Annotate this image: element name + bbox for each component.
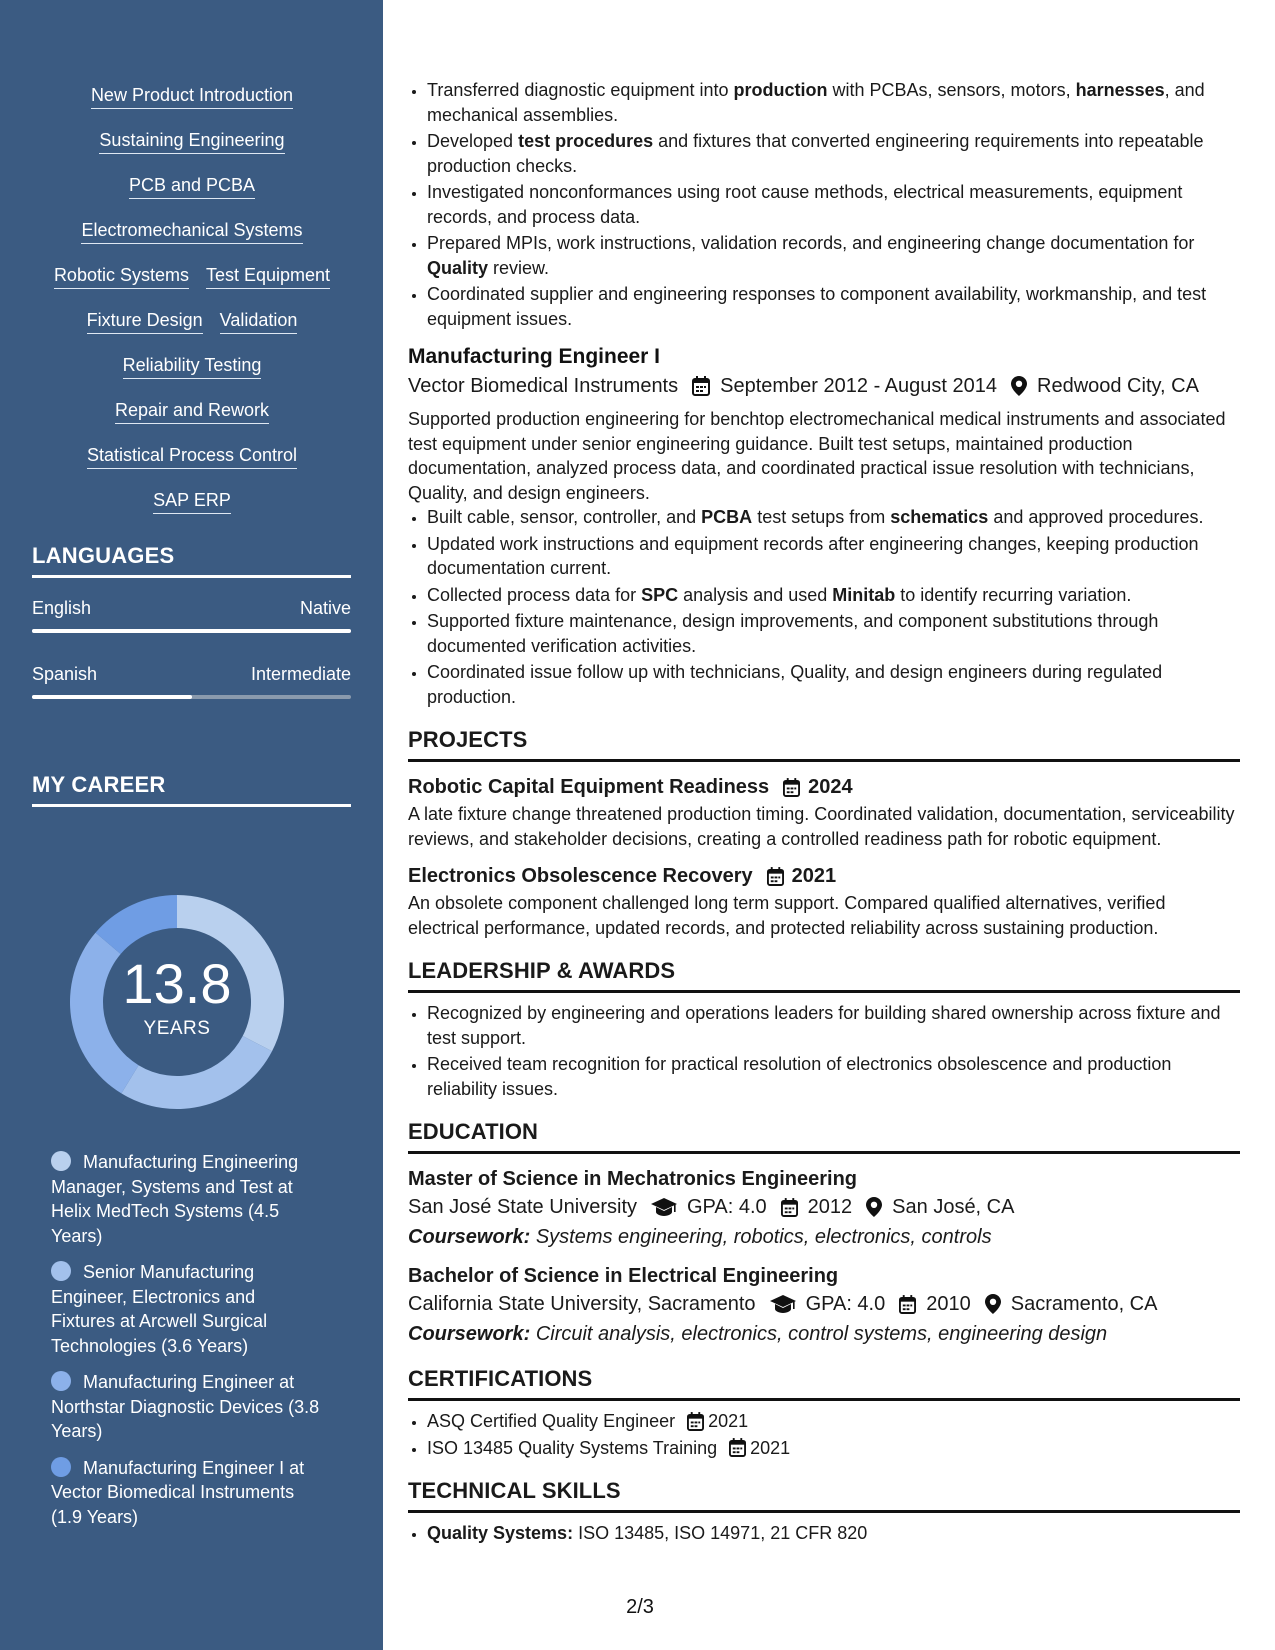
language-bar-fill	[32, 629, 351, 633]
text-run: Built cable, sensor, controller, and	[427, 507, 702, 527]
career-item-text: Senior Manufacturing Engineer, Electronics and Fixtures at Arcwell Surgical Technologies (3.6 Years)	[51, 1262, 268, 1356]
company-name: Vector Biomedical Instruments	[408, 375, 679, 397]
skill-tag: SAP ERP	[153, 489, 231, 514]
skill-tag: Reliability Testing	[123, 354, 262, 379]
coursework-text: Systems engineering, robotics, electronics, controls	[535, 1226, 992, 1248]
bold-keyword: schematics	[890, 507, 989, 527]
education-meta	[408, 1193, 1240, 1221]
text-run: and fixtures that converted engineering requirements into repeatable production checks.	[427, 131, 1204, 176]
coursework	[408, 1320, 1240, 1348]
bold-keyword: harnesses	[1075, 80, 1165, 100]
skill-row	[153, 489, 231, 534]
award-item: • Received team recognition for practical resolution of electronics obsolescence and production reliability issues.	[427, 1052, 1240, 1101]
text-run: analysis and used	[678, 584, 833, 605]
bullet-item	[427, 609, 1240, 658]
career-legend-dot	[51, 1457, 71, 1477]
calendar-icon	[899, 1295, 916, 1314]
calendar-icon	[767, 867, 784, 886]
career-list-item	[51, 1260, 321, 1358]
languages-heading: LANGUAGES	[32, 543, 351, 578]
bold-keyword: Minitab	[832, 584, 896, 605]
skill-tag: PCB and PCBA	[129, 174, 255, 199]
bullet-item	[427, 282, 1240, 331]
certification-row	[427, 1409, 1240, 1434]
leadership-list	[408, 1001, 1240, 1101]
career-item-text: Manufacturing Engineer at Northstar Diagnostic Devices (3.8 Years)	[51, 1372, 320, 1441]
text-run: Updated work instructions and equipment records after engineering changes, keeping production documentation current.	[427, 533, 1199, 578]
projects-list	[408, 774, 1240, 940]
bullet-item	[427, 78, 1240, 127]
certification-item	[427, 1409, 1240, 1434]
bullet-item	[427, 660, 1240, 709]
text-run: Coordinated supplier and engineering responses to component availability, workmanship, and test equipment issues.	[427, 284, 1207, 329]
language-bar-fill	[32, 695, 192, 699]
coursework-text: Circuit analysis, electronics, control systems, engineering design	[535, 1323, 1108, 1345]
skill-row	[81, 219, 302, 264]
gpa: GPA: 4.0	[687, 1196, 767, 1218]
coursework-label: Coursework:	[408, 1226, 531, 1248]
degree-title: Master of Science in Mechatronics Engineering	[408, 1168, 858, 1190]
text-run: , and mechanical assemblies.	[427, 80, 1205, 125]
calendar-icon	[783, 778, 800, 797]
certification-row	[427, 1436, 1240, 1461]
text-run: review.	[488, 257, 550, 278]
calendar-icon	[729, 1438, 746, 1457]
career-item-text: Manufacturing Engineering Manager, Systems and Test at Helix MedTech Systems (4.5 Years)	[51, 1152, 299, 1246]
text-run: Supported fixture maintenance, design improvements, and component substitutions through documented verification activities.	[427, 611, 1159, 656]
job-bullets	[408, 505, 1240, 709]
career-total-value: 13.8	[122, 952, 232, 1015]
job-location: Redwood City, CA	[1037, 375, 1199, 397]
career-list-item	[51, 1370, 321, 1444]
skill-tag: Robotic Systems	[54, 264, 189, 289]
skill-tag: New Product Introduction	[91, 84, 293, 109]
career-list	[51, 1150, 321, 1541]
technical-skill-item	[427, 1521, 1240, 1546]
career-legend-dot	[51, 1371, 71, 1391]
language-name: English	[32, 598, 92, 618]
skill-row	[87, 309, 298, 354]
text-run: Developed	[427, 131, 519, 151]
skill-row	[87, 444, 297, 489]
bold-keyword: SPC	[641, 584, 679, 605]
coursework-label: Coursework:	[408, 1323, 531, 1345]
technical-skill-value: ISO 13485, ISO 14971, 21 CFR 820	[578, 1523, 868, 1543]
bullet-item	[427, 583, 1240, 608]
skill-tag: Fixture Design	[87, 309, 203, 334]
language-name: Spanish	[32, 664, 98, 684]
career-item-text: Manufacturing Engineer I at Vector Biomedical Instruments (1.9 Years)	[51, 1457, 305, 1527]
technical-skill-label: Quality Systems:	[427, 1523, 574, 1543]
education-meta	[408, 1290, 1240, 1318]
certification-item	[427, 1436, 1240, 1461]
text-run: Prepared MPIs, work instructions, validation records, and engineering change documentation for	[427, 233, 1195, 253]
job-summary: Supported production engineering for benchtop electromechanical medical instruments and associated test equipment under senior engineering guidance. Built test setups, maintained production documentation, analyzed process data, and coordinated practical issue resolution with technicians, Quality, and design engineers.	[408, 409, 1226, 503]
bold-keyword: test procedures	[518, 131, 654, 151]
career-list-item	[51, 1150, 321, 1248]
skill-tag: Repair and Rework	[115, 399, 269, 424]
text-run: Transferred diagnostic equipment into	[427, 80, 734, 100]
certification-name: • ISO 13485 Quality Systems Training	[427, 1437, 718, 1458]
school-name: California State University, Sacramento	[408, 1293, 756, 1315]
technical-skills-heading: TECHNICAL SKILLS	[408, 1478, 1240, 1513]
skill-tag: Statistical Process Control	[87, 444, 297, 469]
main-content	[408, 78, 1240, 1548]
certification-name: • ASQ Certified Quality Engineer	[427, 1411, 676, 1431]
school-location: Sacramento, CA	[1010, 1293, 1158, 1315]
certifications-heading: CERTIFICATIONS	[408, 1366, 1240, 1401]
award-item: • Recognized by engineering and operations leaders for building shared ownership across fixture and test support.	[427, 1001, 1240, 1050]
school-name: San José State University	[408, 1196, 637, 1218]
gpa: GPA: 4.0	[805, 1293, 886, 1315]
graduation-year: 2010	[926, 1293, 971, 1315]
bullet-item	[427, 231, 1240, 280]
skill-row	[91, 84, 293, 129]
skill-tag: Sustaining Engineering	[99, 129, 284, 154]
language-bar	[32, 695, 351, 699]
text-run: Coordinated issue follow up with technicians, Quality, and design engineers during regulated production.	[427, 662, 1163, 707]
text-run: and approved procedures.	[988, 507, 1204, 527]
location-pin-icon	[985, 1294, 1001, 1314]
text-run: with PCBAs, sensors, motors,	[827, 80, 1076, 100]
bullet-item	[427, 505, 1240, 530]
skill-row	[129, 174, 255, 219]
text-run: Collected process data for	[427, 584, 642, 605]
education-list	[408, 1166, 1240, 1348]
location-pin-icon	[866, 1197, 882, 1217]
skill-row	[115, 399, 269, 444]
skill-tag: Validation	[220, 309, 298, 334]
previous-job-bullets	[408, 78, 1240, 331]
project-name: Electronics Obsolescence Recovery	[408, 865, 753, 887]
skill-tag: Electromechanical Systems	[81, 219, 302, 244]
career-legend-dot	[51, 1151, 71, 1171]
graduation-year: 2012	[807, 1196, 853, 1218]
project-name: Robotic Capital Equipment Readiness	[408, 776, 770, 798]
language-english	[32, 597, 351, 633]
bold-keyword: PCBA	[701, 507, 753, 527]
job-title: Manufacturing Engineer I	[408, 345, 661, 368]
sidebar	[0, 0, 383, 1650]
job-dates: September 2012 - August 2014	[720, 375, 997, 397]
bold-keyword: Quality	[427, 257, 489, 278]
calendar-icon	[692, 376, 710, 396]
career-list-item	[51, 1456, 321, 1530]
leadership-heading: LEADERSHIP & AWARDS	[408, 958, 1240, 993]
technical-skills-list	[408, 1521, 1240, 1546]
coursework	[408, 1223, 1240, 1251]
calendar-icon	[781, 1198, 798, 1217]
skills-list	[32, 84, 352, 534]
bold-keyword: production	[733, 80, 828, 100]
project-description: An obsolete component challenged long term support. Compared qualified alternatives, verified electrical performance, updated records, and protected reliability across sustaining production.	[408, 893, 1166, 938]
career-total	[63, 888, 291, 1116]
project-description: A late fixture change threatened production timing. Coordinated validation, documentation, serviceability reviews, and stakeholder decisions, creating a controlled readiness path for robotic equipment.	[408, 804, 1235, 849]
school-location: San José, CA	[892, 1196, 1015, 1218]
text-run: to identify recurring variation.	[895, 584, 1132, 605]
skill-tag: Test Equipment	[206, 264, 330, 289]
projects-heading: PROJECTS	[408, 727, 1240, 762]
skill-row	[54, 264, 330, 309]
page-number: 2/3	[626, 1596, 654, 1618]
degree-title: Bachelor of Science in Electrical Engineering	[408, 1265, 839, 1287]
calendar-icon	[687, 1412, 704, 1431]
graduation-cap-icon	[651, 1198, 677, 1216]
certification-year: 2021	[708, 1411, 749, 1431]
language-bar	[32, 629, 351, 633]
text-run: Investigated nonconformances using root cause methods, electrical measurements, equipment records, and process data.	[427, 182, 1183, 227]
skill-row	[99, 129, 284, 174]
project-year: 2024	[808, 776, 853, 798]
job-meta	[408, 372, 1240, 400]
career-heading: MY CAREER	[32, 772, 351, 807]
education-heading: EDUCATION	[408, 1119, 1240, 1154]
project-title	[408, 774, 1240, 800]
language-level: Intermediate	[250, 664, 351, 684]
language-spanish	[32, 663, 351, 699]
project-year: 2021	[791, 865, 837, 887]
bullet-item	[427, 180, 1240, 229]
certification-year: 2021	[750, 1437, 791, 1458]
career-legend-dot	[51, 1261, 71, 1281]
language-level: Native	[299, 598, 351, 618]
location-pin-icon	[1011, 376, 1027, 396]
project-title	[408, 863, 1240, 889]
graduation-cap-icon	[770, 1295, 796, 1313]
skill-row	[123, 354, 262, 399]
text-run: test setups from	[752, 507, 891, 527]
certifications-list	[408, 1409, 1240, 1460]
bullet-item	[427, 129, 1240, 178]
bullet-item	[427, 532, 1240, 581]
career-total-unit: YEARS	[143, 1018, 211, 1039]
